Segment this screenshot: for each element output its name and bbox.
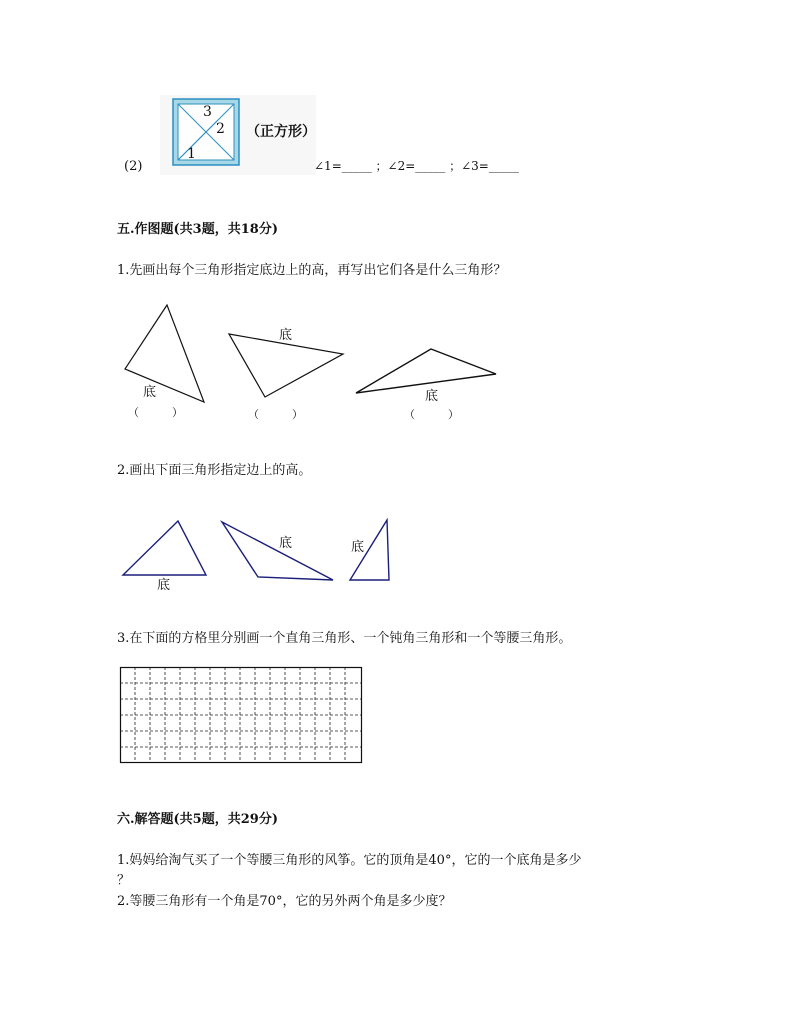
item-number: (2): [124, 159, 143, 174]
q1-base-label-2: 底: [279, 328, 293, 343]
section6-heading: 六.解答题(共5题，共29分): [117, 812, 278, 827]
drawing-grid: [120, 667, 362, 763]
section5-heading: 五.作图题(共3题，共18分): [117, 222, 278, 237]
angle-label-1: 1: [187, 146, 196, 162]
q1-answer-paren-2: （ ）: [248, 408, 303, 421]
q1-answer-paren-1: （ ）: [128, 406, 183, 419]
s5-q2-text: 2.画出下面三角形指定边上的高。: [117, 463, 312, 478]
q1-answer-paren-3: （ ）: [404, 408, 459, 421]
s5-q3-text: 3.在下面的方格里分别画一个直角三角形、一个钝角三角形和一个等腰三角形。: [117, 631, 572, 646]
q1-base-label-1: 底: [143, 385, 157, 400]
q2-base-label-2: 底: [279, 536, 293, 551]
angle-label-3: 3: [203, 104, 212, 120]
angles-answer-line: ∠1=_____ ；∠2=_____ ；∠3=_____: [314, 159, 519, 173]
q1-base-label-3: 底: [425, 389, 439, 404]
s5-q1-text: 1.先画出每个三角形指定底边上的高，再写出它们各是什么三角形？: [117, 263, 507, 278]
q2-base-label-1: 底: [157, 578, 171, 593]
s6-q2-text: 2.等腰三角形有一个角是70°，它的另外两个角是多少度？: [117, 894, 452, 909]
angle-label-2: 2: [216, 121, 225, 137]
q2-base-label-3: 底: [351, 540, 365, 555]
square-caption: （正方形）: [246, 124, 316, 140]
s6-q1-line2: ？: [117, 873, 131, 888]
s6-q1-line1: 1.妈妈给淘气买了一个等腰三角形的风筝。它的顶角是40°，它的一个底角是多少: [117, 853, 582, 868]
